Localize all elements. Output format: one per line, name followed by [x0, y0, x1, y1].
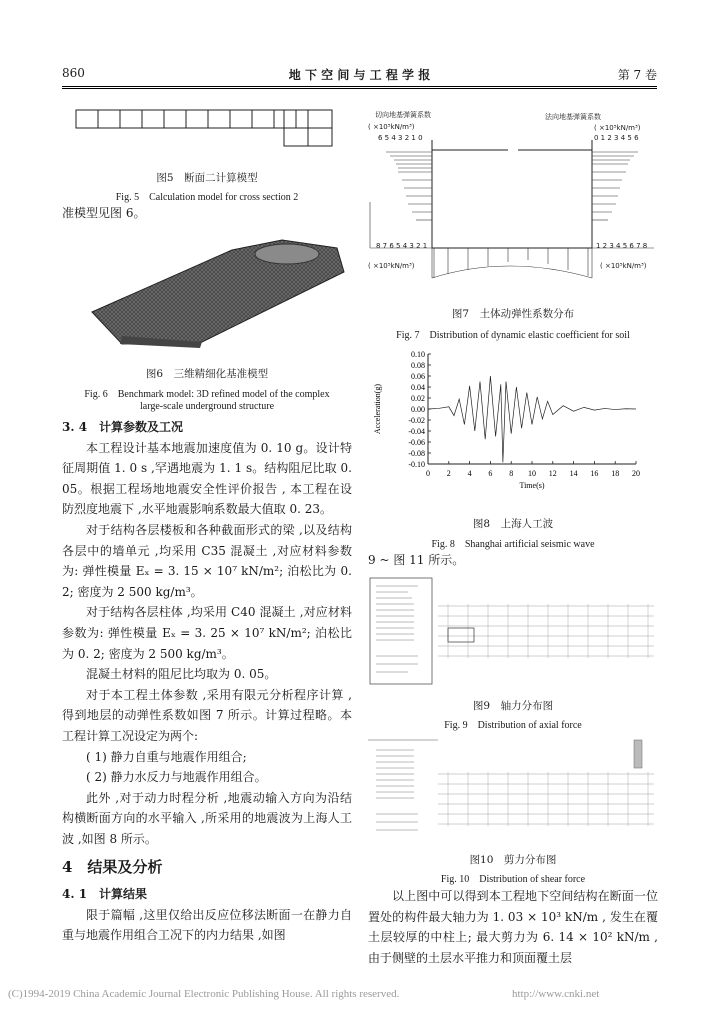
x-tick-label: 12	[548, 469, 557, 478]
list-item-1: ( 1) 静力自重与地震作用组合;	[86, 749, 247, 764]
section-4-1-heading: 4. 1 计算结果	[62, 887, 148, 902]
section-3-4-heading: 3. 4 计算参数及工况	[62, 420, 184, 434]
y-tick-label: -0.02	[408, 416, 425, 425]
paragraph-5: 对于本工程土体参数 ,采用有限元分析程序计算 ,得到地层的动弹性系数如图 7 所示。计算过程略。本工程计算工况设定为两个:	[62, 687, 352, 743]
paragraph-2: 对于结构各层楼板和各种截面形式的梁 ,以及结构各层中的墙单元 ,均采用 C35 混凝土 ,对应材料参数为: 弹性模量 Eₓ = 3. 15 × 10⁷ kN/m²; 泊松比为 0. 2; 密度为 2 500 kg/m³。	[62, 522, 352, 599]
fig7-ticks-top-right: 0 1 2 3 4 5 6	[594, 134, 639, 142]
volume-label: 第 7 卷	[617, 68, 657, 82]
y-tick-label: 0.06	[411, 372, 425, 381]
fig6-caption-en-1: Fig. 6 Benchmark model: 3D refined model of the complex	[84, 389, 330, 400]
x-tick-label: 20	[632, 469, 640, 478]
fig7-unit-bottom-right: ( ×10⁵kN/m³)	[600, 262, 647, 270]
paragraph-7: 限于篇幅 ,这里仅给出反应位移法断面一在静力自重与地震作用组合工况下的内力结果 ,如图	[62, 907, 352, 943]
list-item-2: ( 2) 静力水反力与地震作用组合。	[86, 770, 267, 785]
fig6-reference: 准模型见图 6。	[62, 206, 146, 220]
fig7-unit-bottom-left: ( ×10⁵kN/m³)	[368, 262, 415, 270]
fig7-label-normal: 法向地基弹簧系数	[545, 113, 601, 121]
fig7-label-tangential: 切向地基弹簧系数	[375, 111, 431, 119]
x-tick-label: 10	[528, 469, 536, 478]
paragraph-8: 以上图中可以得到本工程地下空间结构在断面一位置处的构件最大轴力为 1. 03 × 10³ kN/m , 发生在覆土层较厚的中柱上; 最大剪力为 6. 14 × 10² kN/m ,由于侧壁的土层水平推力和顶面覆土层	[368, 889, 658, 965]
fig9-reference: 9 ~ 图 11 所示。	[368, 553, 465, 567]
fig8-caption-cn: 图8 上海人工波	[472, 518, 554, 530]
y-tick-label: 0.02	[411, 394, 425, 403]
paragraph-1: 本工程设计基本地震加速度值为 0. 10 g。设计特征周期值 1. 0 s ,罕遇地震为 1. 1 s。结构阻尼比取 0. 05。根据工程场地地震安全性评价报告 , 本工程在设防烈度地震下 ,水平地震影响系数最大值取 0. 23。	[62, 440, 352, 517]
paragraph-6: 此外 ,对于动力时程分析 ,地震动输入方向为沿结构横断面方向的水平输入 ,所采用的地震波为上海人工波 ,如图 8 所示。	[62, 790, 352, 846]
y-tick-label: -0.04	[408, 427, 425, 436]
x-tick-label: 16	[590, 469, 599, 478]
y-tick-label: -0.06	[408, 438, 425, 447]
fig7-ticks-top-left: 6 5 4 3 2 1 0	[378, 134, 423, 142]
header-rule-2	[62, 88, 657, 89]
left-column-body	[62, 417, 352, 946]
fig8-seismic-wave-chart	[368, 346, 658, 506]
copyright-text: (C)1994-2019 China Academic Journal Electronic Publishing House. All rights reserved.	[8, 988, 400, 1000]
fig6-caption-cn: 图6 三维精细化基准模型	[145, 368, 269, 380]
y-tick-label: 0.00	[411, 405, 425, 414]
x-tick-label: 18	[611, 469, 620, 478]
fig7-unit-top-right: ( ×10⁵kN/m³)	[594, 124, 641, 132]
paragraph-4: 混凝土材料的阻尼比均取为 0. 05。	[86, 667, 277, 682]
journal-title: 地 下 空 间 与 工 程 学 报	[288, 68, 431, 82]
fig7-caption-cn: 图7 土体动弹性系数分布	[451, 308, 575, 320]
section-4-heading: 4 结果及分析	[62, 858, 163, 877]
header-rule	[62, 86, 657, 87]
fig7-caption-en: Fig. 7 Distribution of dynamic elastic coefficient for soil	[396, 330, 630, 341]
fig9-axial-force-plot	[368, 576, 658, 686]
x-tick-label: 6	[488, 469, 493, 478]
page-number: 860	[62, 66, 85, 80]
fig9-caption-cn: 图9 轴力分布图	[472, 700, 554, 712]
fig7-ticks-bottom-right: 1 2 3 4 5 6 7 8	[596, 242, 648, 250]
y-tick-label: 0.08	[411, 361, 425, 370]
fig5-caption-cn: 图5 断面二计算模型	[156, 172, 258, 184]
x-tick-label: 2	[446, 469, 451, 478]
y-tick-label: 0.10	[411, 350, 425, 359]
y-tick-label: 0.04	[411, 383, 425, 392]
fig10-caption-cn: 图10 剪力分布图	[469, 854, 557, 866]
fig10-shear-force-plot	[368, 738, 658, 842]
y-tick-label: -0.08	[408, 449, 425, 458]
fig6-3d-model	[82, 232, 352, 350]
x-tick-label: 14	[569, 469, 578, 478]
fig8-caption-en: Fig. 8 Shanghai artificial seismic wave	[431, 539, 595, 550]
y-axis-label: Acceleration(g)	[373, 383, 382, 435]
footer-url[interactable]: http://www.cnki.net	[512, 988, 600, 1000]
x-tick-label: 0	[426, 469, 430, 478]
fig7-ticks-bottom-left: 8 7 6 5 4 3 2 1	[376, 242, 428, 250]
fig6-caption-en-2: large-scale underground structure	[139, 401, 275, 412]
acceleration-series-line	[428, 376, 636, 462]
fig7-unit-top-left: ( ×10⁵kN/m³)	[368, 123, 415, 131]
fig5-caption-en: Fig. 5 Calculation model for cross section 2	[115, 192, 299, 203]
x-axis-label: Time(s)	[519, 481, 545, 490]
y-tick-label: -0.10	[408, 460, 425, 469]
fig9-caption-en: Fig. 9 Distribution of axial force	[444, 720, 582, 731]
fig5-model	[62, 98, 352, 158]
x-tick-label: 8	[509, 469, 514, 478]
fig10-caption-en: Fig. 10 Distribution of shear force	[440, 874, 586, 885]
x-tick-label: 4	[467, 469, 472, 478]
paragraph-3: 对于结构各层柱体 ,均采用 C40 混凝土 ,对应材料参数为: 弹性模量 Eₓ = 3. 25 × 10⁷ kN/m²; 泊松比为 0. 2; 密度为 2 500 kg/m³。	[62, 605, 352, 661]
